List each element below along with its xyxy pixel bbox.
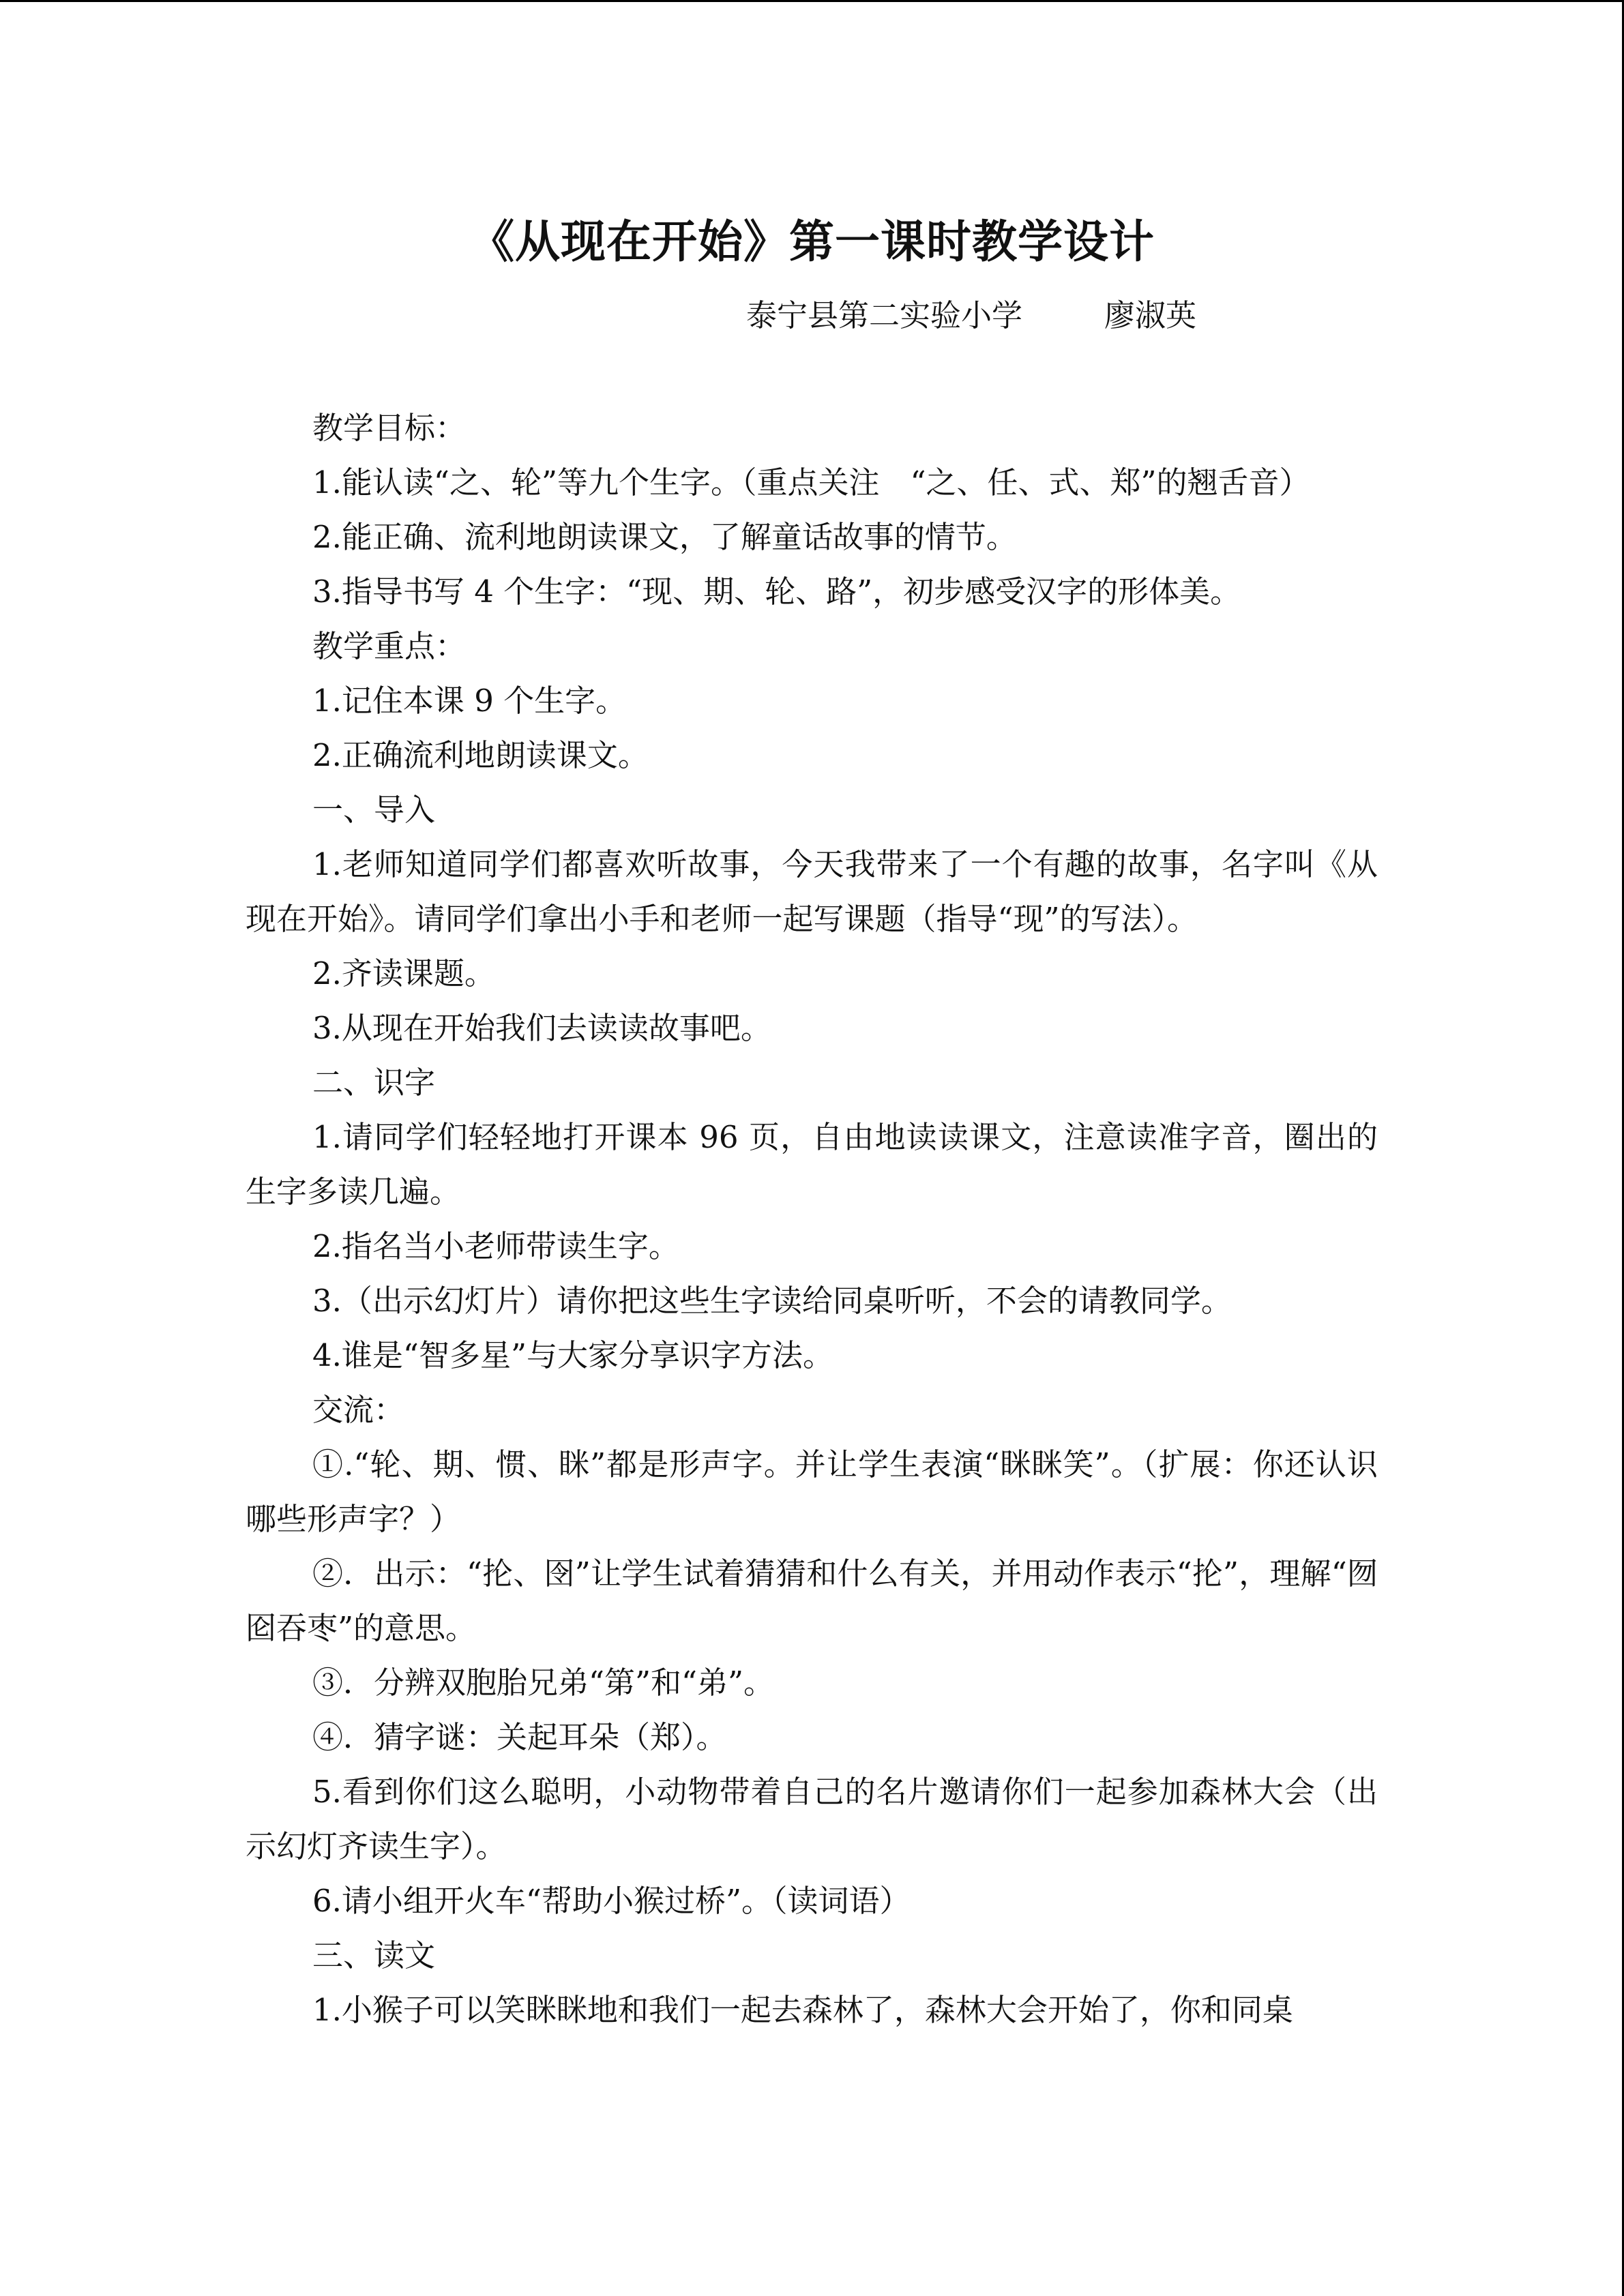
- paragraph: ②．出示：“抡、囹”让学生试着猜猜和什么有关，并用动作表示“抡”，理解“囫囵吞枣”的意思。: [246, 1555, 1378, 1646]
- paragraph: 2.齐读课题。: [312, 955, 495, 992]
- paragraph: 4.谁是“智多星”与大家分享识字方法。: [312, 1337, 833, 1373]
- paragraph: 1.小猴子可以笑眯眯地和我们一起去森林了，森林大会开始了，你和同桌: [312, 1992, 1293, 2028]
- paragraph: ④．猜字谜：关起耳朵（郑）。: [312, 1719, 727, 1755]
- page-title: 《从现在开始》第一课时教学设计: [469, 215, 1155, 268]
- author-name: 廖淑英: [1104, 297, 1197, 333]
- paragraph: 3.从现在开始我们去读读故事吧。: [312, 1010, 771, 1046]
- paragraph: 3.指导书写 4 个生字：“现、期、轮、路”，初步感受汉字的形体美。: [312, 573, 1241, 610]
- section-heading: 教学重点：: [312, 628, 467, 664]
- paragraph: 1.请同学们轻轻地打开课本 96 页，自由地读读课文，注意读准字音，圈出的生字多读几遍。: [246, 1119, 1378, 1210]
- paragraph: ③．分辨双胞胎兄弟“第”和“弟”。: [312, 1665, 775, 1701]
- paragraph: 2.能正确、流利地朗读课文，了解童话故事的情节。: [312, 519, 1017, 555]
- section-heading: 教学目标：: [312, 410, 467, 446]
- paragraph: 6.请小组开火车“帮助小猴过桥”。（读词语）: [312, 1883, 911, 1919]
- section-heading: 二、识字: [312, 1064, 436, 1101]
- paragraph: ①.“轮、期、惯、眯”都是形声字。并让学生表演“眯眯笑”。（扩展：你还认识哪些形声字？）: [246, 1446, 1378, 1537]
- paragraph: 1.老师知道同学们都喜欢听故事，今天我带来了一个有趣的故事，名字叫《从现在开始》。请同学们拿出小手和老师一起写课题（指导“现”的写法）。: [246, 846, 1378, 937]
- section-heading: 三、读文: [312, 1937, 436, 1973]
- paragraph: 2.指名当小老师带读生字。: [312, 1228, 679, 1264]
- section-heading: 一、导入: [312, 792, 436, 828]
- byline: [746, 292, 1196, 340]
- paragraph: 3.（出示幻灯片）请你把这些生字读给同桌听听，不会的请教同学。: [312, 1283, 1232, 1319]
- school-name: 泰宁县第二实验小学: [746, 297, 1023, 333]
- document-body: [246, 401, 1378, 2038]
- paragraph: 交流：: [312, 1392, 405, 1428]
- paragraph: 1.能认读“之、轮”等九个生字。（重点关注 “之、任、式、郑”的翘舌音）: [312, 464, 1310, 501]
- paragraph: 1.记住本课 9 个生字。: [312, 683, 627, 719]
- paragraph: 2.正确流利地朗读课文。: [312, 737, 649, 773]
- paragraph: 5.看到你们这么聪明，小动物带着自己的名片邀请你们一起参加森林大会（出示幻灯齐读生字）。: [246, 1774, 1378, 1864]
